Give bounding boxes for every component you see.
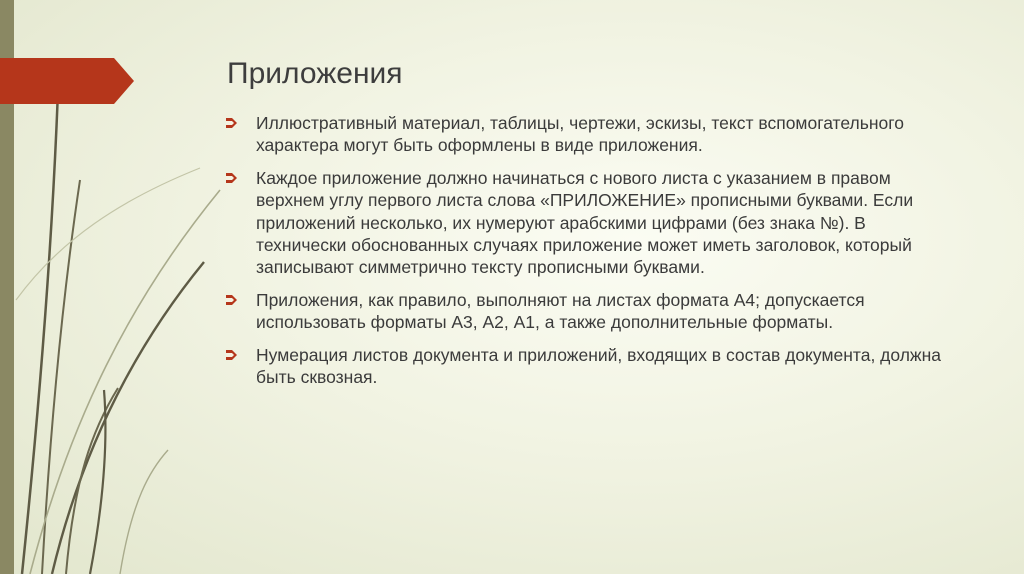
- arrow-bullet-icon: [226, 349, 237, 361]
- bullet-item-4: [224, 344, 944, 389]
- arrow-bullet-icon: [226, 172, 237, 184]
- bullet-text: Иллюстративный материал, таблицы, чертежи, эскизы, текст вспомогательного характера могут быть оформлены в виде приложения.: [256, 113, 904, 156]
- page-title: Приложения: [227, 57, 403, 90]
- title-arrow-banner: [0, 58, 134, 104]
- bullet-item-1: [224, 112, 944, 157]
- arrow-bullet-icon: [226, 117, 237, 129]
- bullet-list: [224, 112, 944, 398]
- arrow-bullet-icon: [226, 294, 237, 306]
- bullet-text: Каждое приложение должно начинаться с нового листа с указанием в правом верхнем углу первого листа слова «ПРИЛОЖЕНИЕ» прописными буквами. Если приложений несколько, их нумеруют арабскими цифрами (без знака №). В технически обоснованных случаях приложение может иметь заголовок, который записывают симметрично тексту прописными буквами.: [256, 167, 914, 278]
- bullet-item-3: [224, 289, 944, 334]
- bullet-item-2: [224, 167, 944, 279]
- bullet-text: Приложения, как правило, выполняют на листах формата А4; допускается использовать форматы А3, А2, А1, а также дополнительные форматы.: [256, 289, 865, 333]
- bullet-text: Нумерация листов документа и приложений, входящих в состав документа, должна быть сквозная.: [256, 344, 942, 388]
